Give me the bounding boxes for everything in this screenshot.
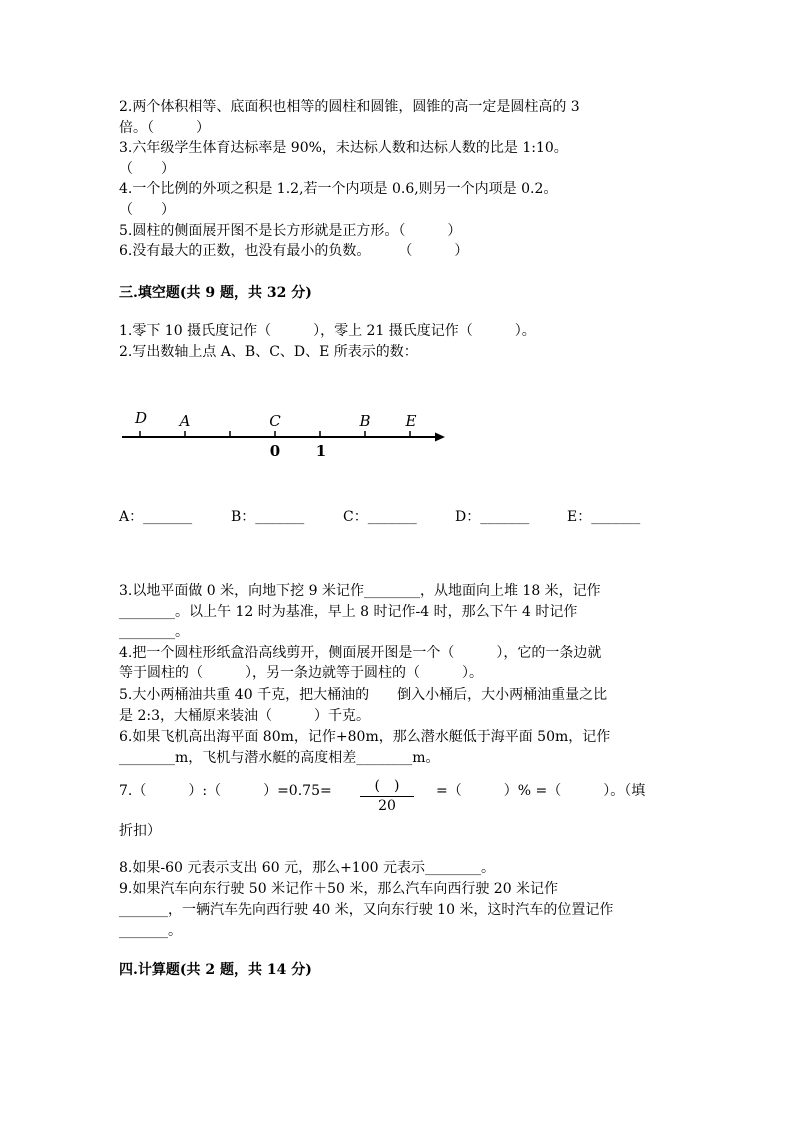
- fill-q3-line2: ________。以上午 12 时为基准，早上 8 时记作-4 时，那么下午 4 时记作: [119, 604, 578, 620]
- judge-q4-line2: （ ）: [119, 202, 175, 218]
- judge-q2-line1: 2.两个体积相等、底面积也相等的圆柱和圆锥，圆锥的高一定是圆柱高的 3: [119, 99, 580, 115]
- fill-q3-line1: 3.以地平面做 0 米，向地下挖 9 米记作________，从地面向上堆 18 米，记作: [119, 583, 601, 599]
- answer-b: B：_______: [231, 509, 305, 525]
- point-label-a: A: [179, 412, 191, 430]
- fraction: [360, 775, 414, 814]
- number-line: [115, 400, 455, 466]
- judge-q3-line1: 3.六年级学生体育达标率是 90%，未达标人数和达标人数的比是 1:10。: [119, 140, 568, 156]
- fill-q2: 2.写出数轴上点 A、B、C、D、E 所表示的数：: [119, 344, 418, 360]
- fill-q7-line2: 折扣）: [119, 823, 161, 839]
- fill-q7-right: =（ ）% =（ ）。（填: [436, 783, 646, 799]
- tick-label-one: 1: [315, 442, 327, 460]
- fill-q9-line3: _______。: [119, 923, 182, 939]
- fraction-numerator: ( ): [374, 778, 400, 794]
- section-heading-calculation: 四.计算题(共 2 题，共 14 分): [119, 962, 312, 978]
- fill-q9-line2: _______，一辆汽车先向西行驶 40 米，又向东行驶 10 米，这时汽车的位置记作: [119, 902, 614, 918]
- judge-q4-line1: 4.一个比例的外项之积是 1.2,若一个内项是 0.6,则另一个内项是 0.2。: [119, 181, 558, 197]
- fill-q1: 1.零下 10 摄氏度记作（ ），零上 21 摄氏度记作（ ）。: [119, 323, 536, 339]
- fill-q7-left: 7.（ ）:（ ）=0.75=: [119, 783, 332, 799]
- number-line-arrow: [435, 433, 445, 442]
- fraction-bar: [360, 796, 414, 797]
- judge-q5: 5.圆柱的侧面展开图不是长方形就是正方形。（ ）: [119, 223, 462, 239]
- judge-q6: 6.没有最大的正数，也没有最小的负数。 （ ）: [119, 243, 469, 259]
- point-label-b: B: [359, 412, 371, 430]
- section-heading-fill-in: 三.填空题(共 9 题，共 32 分): [119, 285, 312, 301]
- tick-label-zero: 0: [269, 442, 281, 460]
- fill-q6-line2: ________m，飞机与潜水艇的高度相差________m。: [119, 750, 440, 766]
- answer-d: D：_______: [455, 509, 530, 525]
- judge-q2-line2: 倍。（ ）: [119, 120, 210, 136]
- point-label-c: C: [269, 412, 281, 430]
- point-label-e: E: [405, 412, 417, 430]
- fill-q9-line1: 9.如果汽车向东行驶 50 米记作＋50 米，那么汽车向西行驶 20 米记作: [119, 881, 559, 897]
- fill-q8: 8.如果-60 元表示支出 60 元，那么+100 元表示________。: [119, 860, 495, 876]
- fraction-denominator: 20: [378, 798, 396, 814]
- fill-q5-line1: 5.大小两桶油共重 40 千克，把大桶油的 倒入小桶后，大小两桶油重量之比: [119, 687, 608, 703]
- point-label-d: D: [134, 409, 148, 427]
- judge-q3-line2: （ ）: [119, 161, 175, 177]
- answer-e: E：_______: [567, 509, 641, 525]
- fill-q6-line1: 6.如果飞机高出海平面 80m，记作+80m，那么潜水艇低于海平面 50m，记作: [119, 729, 611, 745]
- answer-a: A：_______: [119, 509, 193, 525]
- answer-c: C：_______: [343, 509, 417, 525]
- fill-q5-line2: 是 2:3，大桶原来装油（ ）千克。: [119, 708, 370, 724]
- fill-q3-line3: ________。: [119, 624, 189, 640]
- fill-q4-line1: 4.把一个圆柱形纸盒沿高线剪开，侧面展开图是一个（ ），它的一条边就: [119, 645, 602, 661]
- fill-q4-line2: 等于圆柱的（ ），另一条边就等于圆柱的（ ）。: [119, 665, 483, 681]
